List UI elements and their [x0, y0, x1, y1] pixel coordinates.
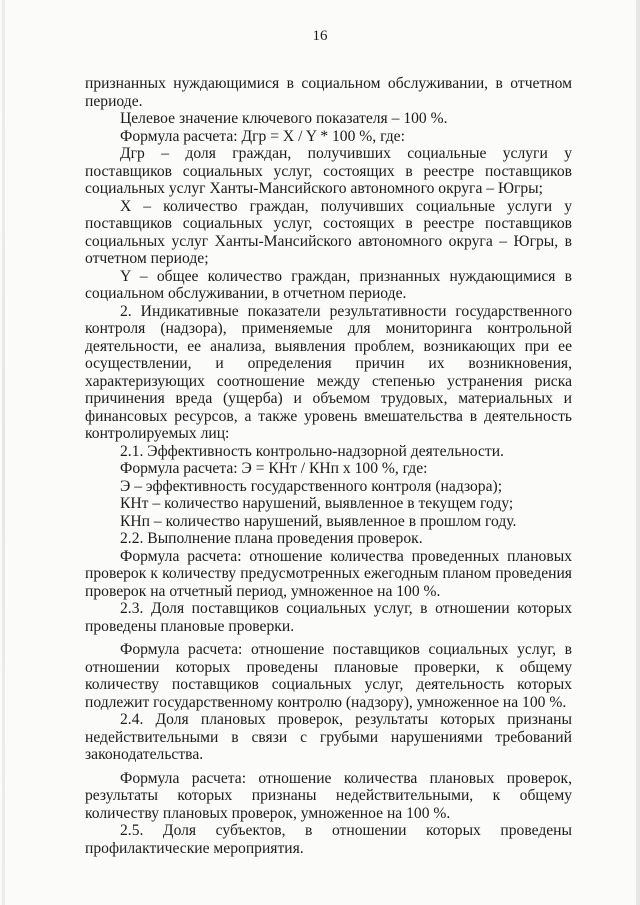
- paragraph-2-2: 2.2. Выполнение плана проведения проверок.: [120, 530, 423, 547]
- scan-edge-right: [636, 0, 640, 905]
- paragraph-2-4: 2.4. Доля плановых проверок, результаты которых признаны недействительными в связи с грубыми нарушениями требований законодательства.: [85, 711, 572, 763]
- paragraph-formula-2-2: Формула расчета: отношение количества проведенных плановых проверок к количеству предусмотренных ежегодным планом проведения проверок на отчетный период, умноженное на 100 %.: [85, 547, 572, 600]
- paragraph-target-value: Целевое значение ключевого показателя – 100 %.: [120, 110, 448, 127]
- paragraph-2-1: 2.1. Эффективность контрольно-надзорной деятельности.: [120, 442, 504, 460]
- paragraph-formula-2-4: Формула расчета: отношение количества плановых проверок, результаты которых признаны недействительными, к общему количеству плановых проверок, умноженное на 100 %.: [85, 769, 572, 822]
- paragraph-2-3: 2.3. Доля поставщиков социальных услуг, в отношении которых проведены плановые проверки.: [85, 600, 572, 635]
- paragraph-section-2: 2. Индикативные показатели результативности государственного контроля (надзора), применяемые для мониторинга контрольной деятельности, ее анализа, выявления проблем, возникающих при ее осуществлении, и определения причин их возникновения, характеризующих соотношение между степенью устранения риска причинения вреда (ущерба) и объемом трудовых, материальных и финансовых ресурсов, а также уровень вмешательства в деятельность контролируемых лиц:: [85, 302, 572, 442]
- paragraph-formula-dgr: Формула расчета: Дгр = X / Y * 100 %, где:: [120, 127, 405, 145]
- paragraph-def-e: Э – эффективность государственного контроля (надзора);: [120, 477, 503, 495]
- paragraph-def-y: Y – общее количество граждан, признанных нуждающимися в социальном обслуживании, в отчетном периоде.: [85, 267, 572, 302]
- paragraph-def-knp: КНп – количество нарушений, выявленное в прошлом году.: [120, 512, 517, 530]
- paragraph-def-knt: КНт – количество нарушений, выявленное в текущем году;: [120, 495, 514, 512]
- page-number: 16: [312, 28, 328, 44]
- paragraph-2-5: 2.5. Доля субъектов, в отношении которых проведены профилактические мероприятия.: [85, 822, 572, 857]
- scan-edge-left: [2, 0, 5, 905]
- paragraph-continuation: признанных нуждающимися в социальном обслуживании, в отчетном периоде.: [85, 75, 572, 110]
- paragraph-def-dgr: Дгр – доля граждан, получивших социальные услуги у поставщиков социальных услуг, состоящих в реестре поставщиков социальных услуг Ханты-Мансийского автономного округа – Югры;: [85, 145, 572, 197]
- paragraph-formula-e: Формула расчета: Э = КНт / КНп х 100 %, где:: [120, 460, 428, 477]
- paragraph-def-x: X – количество граждан, получивших социальные услуги у поставщиков социальных услуг, состоящих в реестре поставщиков социальных услуг Ханты-Мансийского автономного округа – Югры, в отчетном периоде;: [85, 197, 572, 267]
- paragraph-formula-2-3: Формула расчета: отношение поставщиков социальных услуг, в отношении которых проведены плановые проверки, к общему количеству поставщиков социальных услуг, деятельность которых подлежит государственному контролю (надзору), умноженное на 100 %.: [85, 641, 572, 711]
- document-body: [85, 75, 572, 857]
